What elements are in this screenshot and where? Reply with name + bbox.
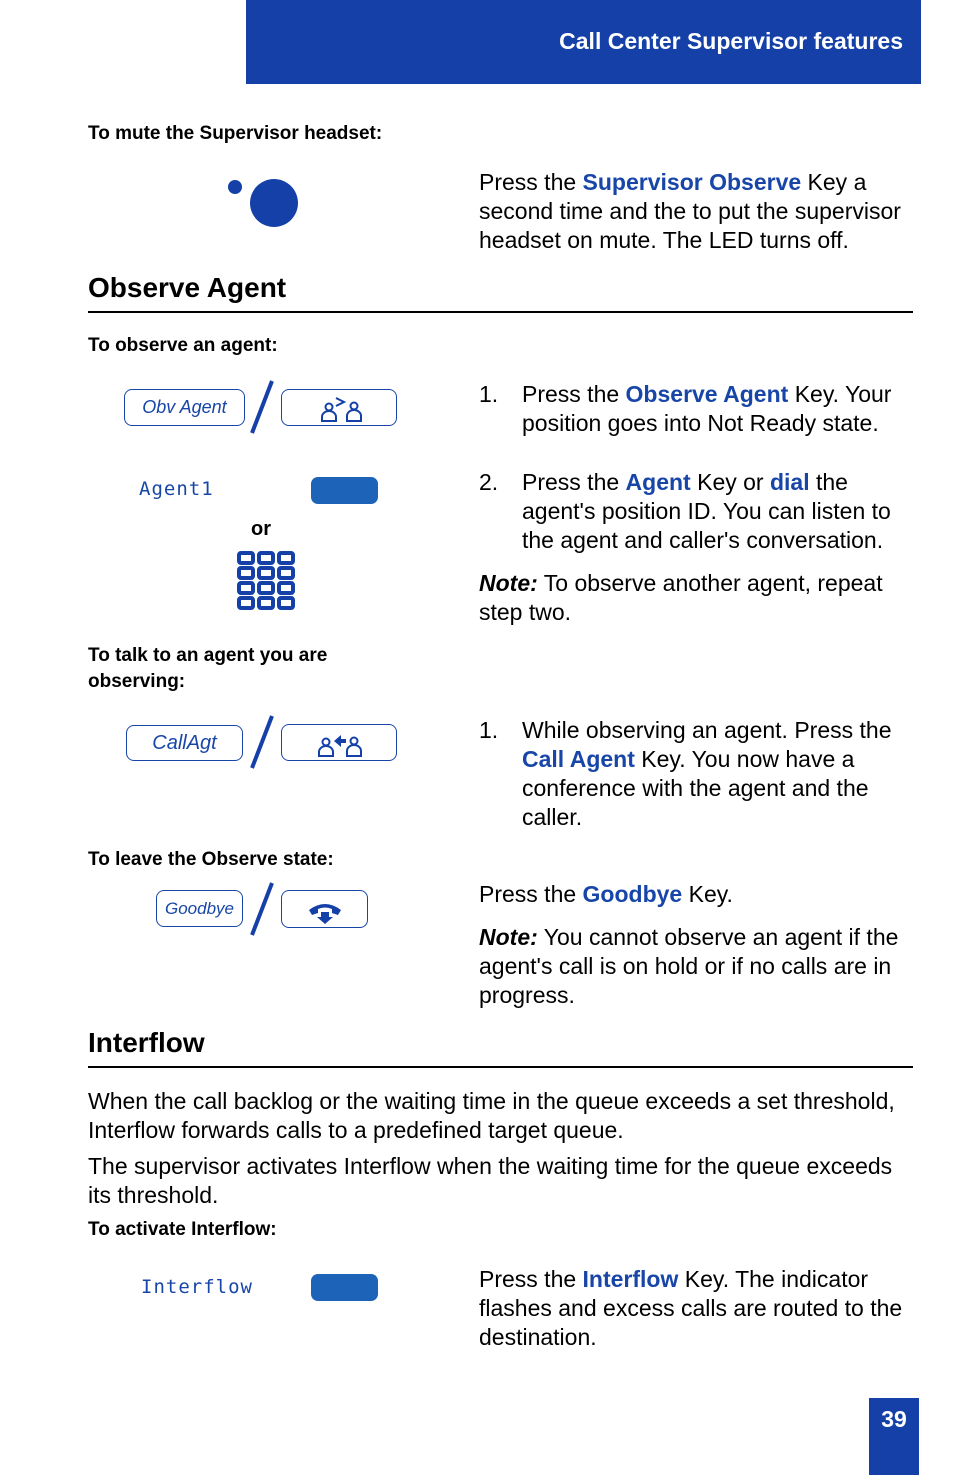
call-agent-icon (282, 725, 398, 762)
talk-agent-subheading: To talk to an agent you are observing: (88, 645, 328, 692)
observe-agent-icon (282, 390, 398, 427)
led-indicator-icon (227, 179, 302, 236)
interflow-key-ref: Interflow (582, 1266, 679, 1292)
or-slash-icon (248, 379, 276, 435)
interflow-paragraph-2: The supervisor activates Interflow when the waiting time for the queue exceeds its threshold. (88, 1153, 893, 1208)
page-number: 39 (869, 1398, 919, 1475)
or-slash-icon (248, 714, 276, 770)
or-slash-icon (248, 881, 276, 937)
goodbye-key-ref: Goodbye (582, 881, 683, 907)
interflow-paragraph-1: When the call backlog or the waiting time in the queue exceeds a set threshold, Interflow forwards calls to a predefined target queue. (88, 1088, 895, 1143)
goodbye-note: Note: You cannot observe an agent if the agent's call is on hold or if no calls are in progress. (479, 924, 899, 1008)
goodbye-fixed-key[interactable] (281, 890, 368, 928)
header-band (246, 0, 921, 84)
interflow-heading: Interflow (88, 1027, 205, 1058)
goodbye-instruction: Press the Goodbye Key. (479, 881, 733, 907)
observe-agent-heading: Observe Agent (88, 272, 287, 303)
dial-ref: dial (769, 469, 810, 495)
callagt-softkey[interactable]: CallAgt (126, 725, 243, 761)
call-agent-key-ref: Call Agent (522, 746, 635, 772)
leave-observe-subheading: To leave the Observe state: (88, 849, 334, 870)
or-label: or (251, 518, 271, 540)
section-divider (88, 311, 913, 313)
observe-agent-key-ref: Observe Agent (625, 381, 789, 407)
agent1-lcd-label: Agent1 (139, 478, 214, 500)
observe-note: Note: To observe another agent, repeat step two. (479, 570, 883, 625)
goodbye-softkey[interactable]: Goodbye (156, 890, 243, 927)
section-divider (88, 1066, 913, 1068)
call-agent-fixed-key[interactable] (281, 724, 397, 761)
mute-instruction: Press the Supervisor Observe Key a second time and the to put the supervisor headset on mute. The LED turns off. (479, 169, 901, 253)
agent-key-ref: Agent (625, 469, 691, 495)
dialpad-icon[interactable] (237, 551, 295, 616)
observe-agent-fixed-key[interactable] (281, 389, 397, 426)
interflow-key-button[interactable] (311, 1274, 378, 1301)
supervisor-observe-key-ref: Supervisor Observe (582, 169, 802, 195)
agent-key-button[interactable] (311, 477, 378, 504)
observe-agent-subheading: To observe an agent: (88, 335, 278, 356)
obv-agent-softkey[interactable]: Obv Agent (124, 389, 245, 426)
hang-up-icon (282, 891, 369, 929)
interflow-instruction: Press the Interflow Key. The indicator flashes and excess calls are routed to the destination. (479, 1266, 903, 1350)
page-header-title: Call Center Supervisor features (559, 28, 903, 54)
interflow-subheading: To activate Interflow: (88, 1219, 277, 1240)
mute-subheading: To mute the Supervisor headset: (88, 123, 383, 144)
interflow-lcd-label: Interflow (141, 1276, 253, 1298)
